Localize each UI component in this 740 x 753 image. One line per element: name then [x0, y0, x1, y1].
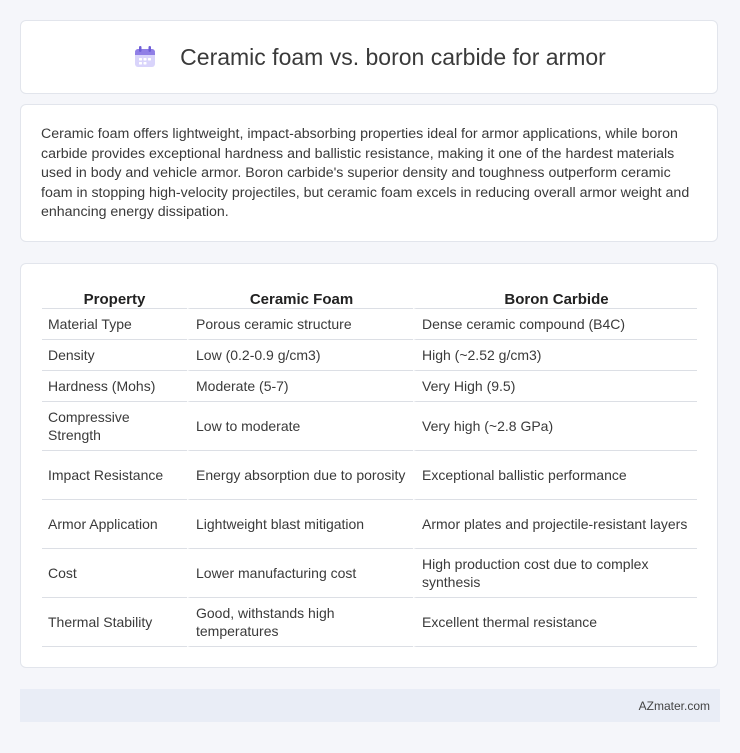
- column-header-property: Property: [42, 284, 187, 309]
- ceramic-foam-cell: Lower manufacturing cost: [187, 549, 413, 598]
- property-cell: Density: [42, 340, 187, 371]
- boron-carbide-cell: High production cost due to complex synthesis: [413, 549, 697, 598]
- ceramic-foam-cell: Low to moderate: [187, 402, 413, 451]
- table-header-row: [42, 284, 697, 309]
- ceramic-foam-cell: Energy absorption due to porosity: [187, 451, 413, 500]
- table-row: [42, 500, 697, 549]
- title-card: [20, 20, 718, 94]
- ceramic-foam-cell: Good, withstands high temperatures: [187, 598, 413, 647]
- boron-carbide-cell: Very high (~2.8 GPa): [413, 402, 697, 451]
- table-row: [42, 340, 697, 371]
- ceramic-foam-cell: Low (0.2-0.9 g/cm3): [187, 340, 413, 371]
- table-row: [42, 598, 697, 647]
- table-row: [42, 402, 697, 451]
- property-cell: Compressive Strength: [42, 402, 187, 451]
- boron-carbide-cell: Excellent thermal resistance: [413, 598, 697, 647]
- property-cell: Armor Application: [42, 500, 187, 549]
- property-cell: Hardness (Mohs): [42, 371, 187, 402]
- comparison-table: [42, 284, 697, 647]
- column-header-ceramic-foam: Ceramic Foam: [187, 284, 413, 309]
- summary-card: [20, 104, 718, 242]
- ceramic-foam-cell: Moderate (5-7): [187, 371, 413, 402]
- table-row: [42, 549, 697, 598]
- boron-carbide-cell: High (~2.52 g/cm3): [413, 340, 697, 371]
- column-header-boron-carbide: Boron Carbide: [413, 284, 697, 309]
- ceramic-foam-cell: Porous ceramic structure: [187, 309, 413, 340]
- boron-carbide-cell: Dense ceramic compound (B4C): [413, 309, 697, 340]
- table-row: [42, 309, 697, 340]
- boron-carbide-cell: Armor plates and projectile-resistant layers: [413, 500, 697, 549]
- summary-paragraph: Ceramic foam offers lightweight, impact-absorbing properties ideal for armor applications, while boron carbide provides exceptional hardness and ballistic resistance, making it one of the hardest materials used in body and vehicle armor. Boron carbide's superior density and toughness outperform ceramic foam in stopping high-velocity projectiles, but ceramic foam excels in reducing overall armor weight and enhancing energy dissipation.: [41, 126, 690, 221]
- property-cell: Material Type: [42, 309, 187, 340]
- table-row: [42, 371, 697, 402]
- property-cell: Impact Resistance: [42, 451, 187, 500]
- calendar-icon: [132, 44, 158, 70]
- footer-brand: AZmater.com: [638, 698, 710, 713]
- ceramic-foam-cell: Lightweight blast mitigation: [187, 500, 413, 549]
- footer-bar: [20, 689, 720, 722]
- boron-carbide-cell: Very High (9.5): [413, 371, 697, 402]
- property-cell: Thermal Stability: [42, 598, 187, 647]
- page-title: Ceramic foam vs. boron carbide for armor: [180, 43, 606, 70]
- boron-carbide-cell: Exceptional ballistic performance: [413, 451, 697, 500]
- property-cell: Cost: [42, 549, 187, 598]
- comparison-table-card: [20, 263, 718, 668]
- table-row: [42, 451, 697, 500]
